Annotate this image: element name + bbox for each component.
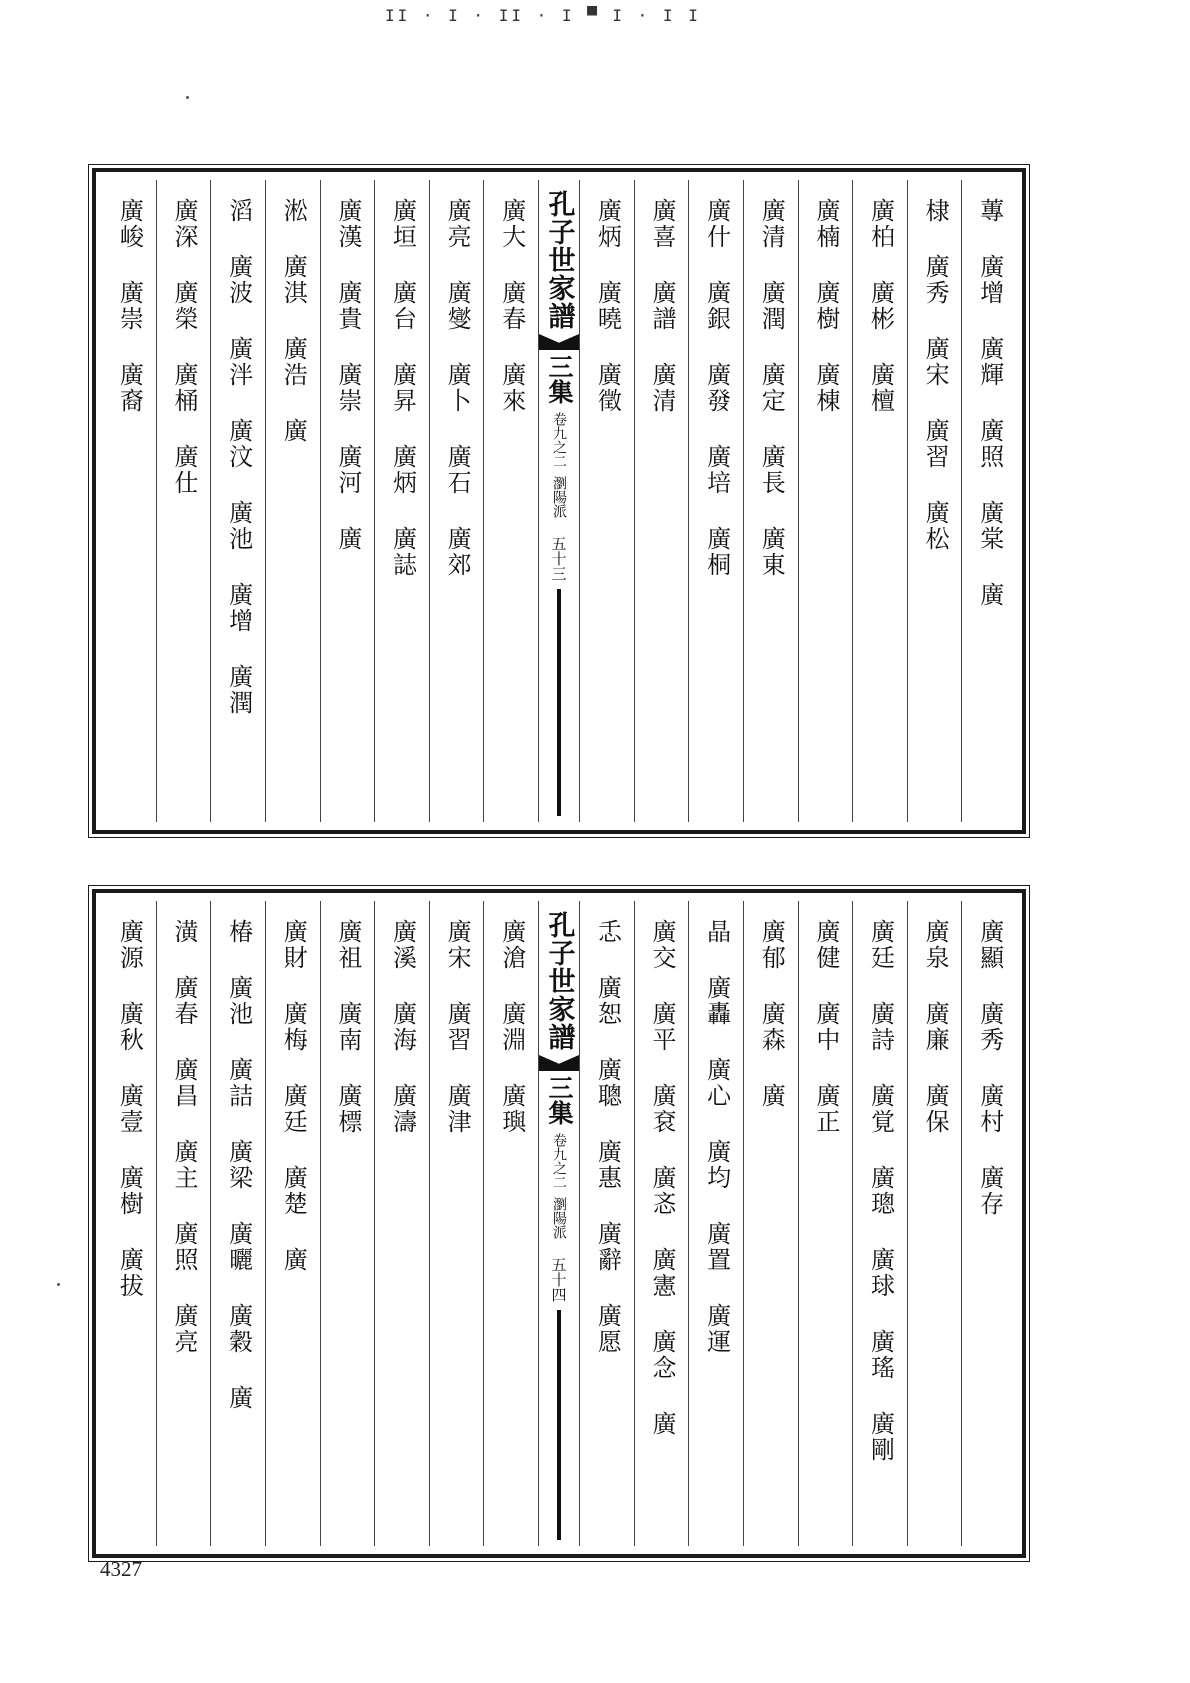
center-fold-column [538,180,579,822]
book-title: 孔子世家譜 [543,911,575,1051]
series-label: 三集 [545,354,574,404]
column: 廣財 廣梅 廣廷 廣楚 廣 [265,901,320,1546]
column: 蓴 廣增 廣輝 廣照 廣棠 廣 [961,180,1016,822]
column: 廣交 廣平 廣袞 廣忞 廣憲 廣念 廣 [634,901,689,1546]
column: 淞 廣淇 廣浩 廣 [265,180,320,822]
fishtail-mark [539,334,579,350]
top-scan-marks: II · I · II · I ▀ I · I I [385,6,701,25]
fold-rule [557,589,561,816]
columns-top [102,180,1016,822]
genealogy-page-bottom [92,889,1026,1558]
column: 廣大 廣春 廣來 [483,180,538,822]
column: 廣炳 廣曉 廣徵 [579,180,634,822]
scan-speck [186,96,189,99]
leaf-number: 五十三 [549,536,568,581]
center-fold-column [538,901,579,1546]
column: 廣喜 廣譜 廣清 [634,180,689,822]
column: 廣健 廣中 廣正 [798,901,853,1546]
column: 廣峻 廣崇 廣裔 [115,198,144,414]
column: 廣郁 廣森 廣 [743,901,798,1546]
column: 廣楠 廣樹 廣棟 [798,180,853,822]
volume-label: 卷九之二 [551,412,567,468]
branch-label: 瀏陽派 [551,476,567,518]
leaf-number: 五十四 [549,1257,568,1302]
volume-label: 卷九之二 [551,1133,567,1189]
column: 廣顯 廣秀 廣村 廣存 [961,901,1016,1546]
column: 廣廷 廣詩 廣覚 廣璁 廣球 廣瑤 廣剛 [852,901,907,1546]
columns-bottom [102,901,1016,1546]
column: 潢 廣春 廣昌 廣主 廣照 廣亮 [156,901,211,1546]
series-label: 三集 [545,1075,574,1125]
column: 椿 廣池 廣詰 廣梁 廣曬 廣穀 廣 [210,901,265,1546]
fold-rule [557,1310,561,1540]
column: 廣祖 廣南 廣標 [320,901,375,1546]
column: 廣滄 廣淵 廣璵 [483,901,538,1546]
column: 忎 廣恕 廣聰 廣惠 廣辭 廣愿 [579,901,634,1546]
column: 廣泉 廣廉 廣保 [907,901,962,1546]
column: 廣漢 廣貴 廣崇 廣河 廣 [320,180,375,822]
page-number: 4327 [100,1557,142,1581]
column: 晶 廣轟 廣心 廣均 廣置 廣運 [688,901,743,1546]
column: 廣深 廣榮 廣桶 廣仕 [156,180,211,822]
fishtail-mark [539,1055,579,1071]
column: 滔 廣波 廣泮 廣汶 廣池 廣增 廣潤 [210,180,265,822]
column: 廣亮 廣燮 廣卜 廣石 廣郊 [429,180,484,822]
genealogy-page-top [92,168,1026,834]
column: 廣垣 廣台 廣昇 廣炳 廣誌 [374,180,429,822]
branch-label: 瀏陽派 [551,1197,567,1239]
column: 廣溪 廣海 廣濤 [374,901,429,1546]
column: 廣什 廣銀 廣發 廣培 廣桐 [688,180,743,822]
column: 廣清 廣潤 廣定 廣長 廣東 [743,180,798,822]
book-title: 孔子世家譜 [543,190,575,330]
column: 廣源 廣秋 廣壹 廣樹 廣拔 [115,919,144,1299]
column: 棣 廣秀 廣宋 廣習 廣松 [907,180,962,822]
column: 廣柏 廣彬 廣檀 [852,180,907,822]
column: 廣宋 廣習 廣津 [429,901,484,1546]
scan-speck [57,1283,60,1286]
